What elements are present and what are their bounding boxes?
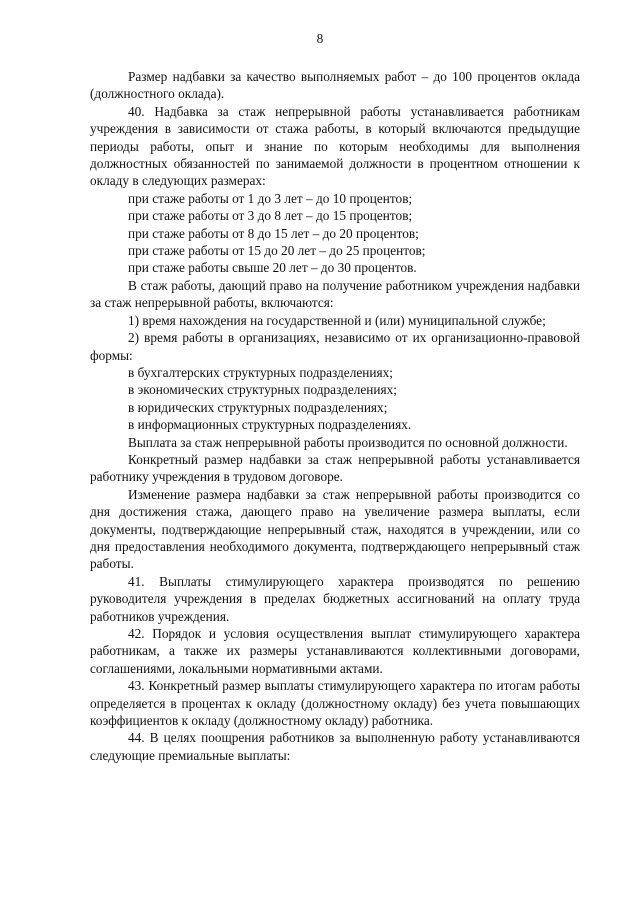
paragraph-amount-change: Изменение размера надбавки за стаж непрерывной работы производится со дня достижения стажа, дающего право на увеличение размера выплаты, если документы, подтверждающие непрерывный стаж, находятся в учреждении, или со дня предоставления необходимого документа, подтверждающего непрерывный стаж работы. [90, 486, 580, 572]
document-body [90, 68, 580, 764]
paragraph-included-2: 2) время работы в организациях, независимо от их организационно-правовой формы: [90, 330, 580, 363]
list-item: при стаже работы от 3 до 8 лет – до 15 процентов; [128, 208, 413, 224]
page-number: 8 [316, 31, 324, 46]
list-item: при стаже работы свыше 20 лет – до 30 процентов. [128, 260, 417, 276]
paragraph-40: 40. Надбавка за стаж непрерывной работы устанавливается работникам учреждения в зависимости от стажа работы, в который включаются предыдущие периоды работы, опыт и знание по которым необходимы для выполнения должностных обязанностей по занимаемой должности в процентном отношении к окладу в следующих размерах: [90, 103, 580, 189]
list-item: в юридических структурных подразделениях; [128, 399, 388, 415]
paragraph-44: 44. В целях поощрения работников за выполненную работу устанавливаются следующие премиальные выплаты: [90, 730, 580, 763]
list-item: при стаже работы от 8 до 15 лет – до 20 процентов; [128, 225, 419, 241]
units-list [90, 364, 580, 434]
paragraph-43: 43. Конкретный размер выплаты стимулирующего характера по итогам работы определяется в процентах к окладу (должностному окладу) без учета повышающих коэффициентов к окладу (должностному окладу) работника. [90, 678, 580, 729]
list-item: при стаже работы от 15 до 20 лет – до 25 процентов; [128, 243, 426, 259]
list-item: в экономических структурных подразделениях; [128, 382, 397, 398]
list-item: при стаже работы от 1 до 3 лет – до 10 процентов; [128, 190, 413, 206]
paragraph-main-position: Выплата за стаж непрерывной работы производится по основной должности. [128, 434, 568, 450]
paragraph-included-intro: В стаж работы, дающий право на получение работником учреждения надбавки за стаж непрерывной работы, включаются: [90, 277, 580, 311]
paragraph-41: 41. Выплаты стимулирующего характера производятся по решению руководителя учреждения в пределах бюджетных ассигнований на оплату труда работников учреждения. [90, 573, 580, 624]
list-item: в информационных структурных подразделениях. [128, 417, 412, 433]
list-item: в бухгалтерских структурных подразделениях; [128, 364, 393, 380]
paragraph-specific-amount: Конкретный размер надбавки за стаж непрерывной работы устанавливается работнику учреждения в трудовом договоре. [90, 451, 580, 485]
paragraph-quality-bonus: Размер надбавки за качество выполняемых работ – до 100 процентов оклада (должностного оклада). [90, 69, 580, 102]
paragraph-42: 42. Порядок и условия осуществления выплат стимулирующего характера работникам, а также их размеры устанавливаются коллективными договорами, соглашениями, локальными нормативными актами. [90, 626, 580, 676]
paragraph-included-1: 1) время нахождения на государственной и (или) муниципальной службе; [128, 312, 546, 328]
stazh-list [90, 190, 580, 277]
